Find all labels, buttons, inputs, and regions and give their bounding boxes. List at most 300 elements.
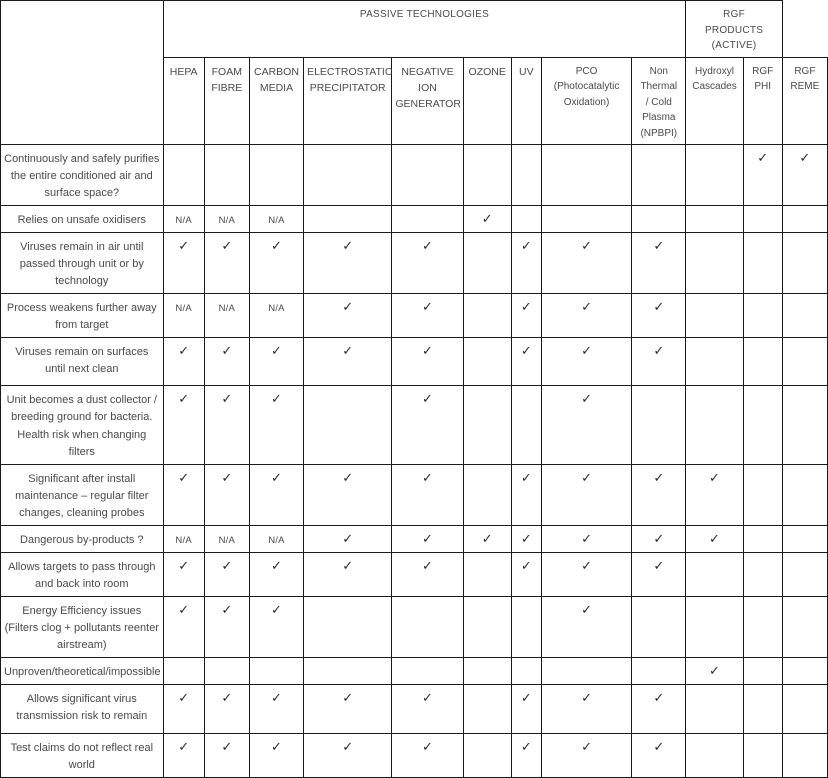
table-header <box>1 1 828 145</box>
cell-hepa <box>163 294 204 338</box>
column-header-pco-line2: (Photocatalytic <box>553 81 620 92</box>
check-icon: ✓ <box>422 391 433 407</box>
check-icon: ✓ <box>342 739 354 755</box>
cell-ntp <box>632 294 686 338</box>
cell-phi <box>743 206 782 233</box>
cell-pco <box>541 145 631 206</box>
group-header-row <box>1 1 828 58</box>
cell-uv <box>511 145 541 206</box>
column-header-carbon-line2: MEDIA <box>259 81 294 94</box>
column-header-pco-line3: Oxidation) <box>563 96 610 108</box>
check-icon: ✓ <box>342 530 354 546</box>
group-header-rgf-line3: (ACTIVE) <box>711 40 757 51</box>
cell-reme <box>782 525 827 552</box>
cell-elec <box>304 386 392 464</box>
cell-foam <box>204 685 249 734</box>
group-header-rgf-products <box>686 1 782 58</box>
cell-carbon <box>249 734 303 778</box>
column-header-negion-line3: GENERATOR <box>395 98 461 111</box>
check-icon: ✓ <box>581 299 592 315</box>
cell-ozone <box>463 386 511 464</box>
cell-uv <box>511 552 541 596</box>
cell-reme <box>782 685 827 734</box>
cell-negion <box>392 525 463 552</box>
cell-elec <box>304 294 392 338</box>
row-label: Allows targets to pass through and back into room <box>1 552 164 596</box>
cell-reme <box>782 294 827 338</box>
cell-hepa <box>163 233 204 294</box>
cell-ntp <box>632 596 686 657</box>
check-icon: ✓ <box>481 211 493 227</box>
cell-carbon <box>249 685 303 734</box>
cell-pco <box>541 294 631 338</box>
cell-carbon <box>249 233 303 294</box>
not-applicable-label: N/A <box>218 215 236 227</box>
not-applicable-label: N/A <box>268 534 285 546</box>
check-icon: ✓ <box>342 690 354 706</box>
cell-hepa <box>163 525 204 552</box>
cell-ozone <box>463 685 511 734</box>
check-icon: ✓ <box>271 469 282 485</box>
cell-elec <box>304 233 392 294</box>
check-icon: ✓ <box>709 469 720 485</box>
cell-foam <box>204 338 249 386</box>
cell-ntp <box>632 233 686 294</box>
cell-hydro <box>686 206 743 233</box>
cell-reme <box>782 338 827 386</box>
row-label: Unit becomes a dust collector / breeding ground for bacteria. Health risk when changing filters <box>1 386 164 464</box>
cell-uv <box>511 596 541 657</box>
cell-reme <box>782 233 827 294</box>
cell-phi <box>743 685 782 734</box>
cell-reme <box>782 206 827 233</box>
check-icon: ✓ <box>178 601 190 617</box>
check-icon: ✓ <box>221 391 233 407</box>
check-icon: ✓ <box>653 299 665 315</box>
cell-uv <box>511 685 541 734</box>
column-header-pco <box>541 57 631 145</box>
cell-pco <box>541 658 631 685</box>
cell-carbon <box>249 338 303 386</box>
column-header-ozone <box>463 57 511 145</box>
table-row <box>1 294 828 338</box>
cell-phi <box>743 734 782 778</box>
table-row <box>1 552 828 596</box>
check-icon: ✓ <box>581 238 592 254</box>
check-icon: ✓ <box>520 238 532 254</box>
cell-ntp <box>632 552 686 596</box>
cell-hepa <box>163 596 204 657</box>
cell-carbon <box>249 145 303 206</box>
column-header-carbon-media <box>249 57 303 145</box>
cell-hydro <box>686 294 743 338</box>
cell-pco <box>541 734 631 778</box>
cell-ntp <box>632 386 686 464</box>
cell-ozone <box>463 338 511 386</box>
cell-ntp <box>632 145 686 206</box>
cell-ozone <box>463 734 511 778</box>
column-header-ntp-line1: Non <box>649 65 668 77</box>
check-icon: ✓ <box>178 739 190 755</box>
cell-foam <box>204 658 249 685</box>
check-icon: ✓ <box>581 739 592 755</box>
check-icon: ✓ <box>581 557 592 573</box>
cell-phi <box>743 525 782 552</box>
cell-uv <box>511 294 541 338</box>
check-icon: ✓ <box>178 238 190 254</box>
cell-hydro <box>686 552 743 596</box>
cell-negion <box>392 464 463 525</box>
check-icon: ✓ <box>581 601 592 617</box>
cell-carbon <box>249 464 303 525</box>
cell-phi <box>743 552 782 596</box>
check-icon: ✓ <box>271 557 282 573</box>
check-icon: ✓ <box>653 739 665 755</box>
check-icon: ✓ <box>342 469 354 485</box>
cell-negion <box>392 338 463 386</box>
check-icon: ✓ <box>178 343 190 359</box>
check-icon: ✓ <box>422 530 433 546</box>
cell-carbon <box>249 596 303 657</box>
column-header-ntp-line5: (NPBPI) <box>640 127 678 139</box>
row-label: Unproven/theoretical/impossible <box>1 658 164 685</box>
cell-reme <box>782 552 827 596</box>
table-row <box>1 338 828 386</box>
cell-phi <box>743 596 782 657</box>
cell-foam <box>204 464 249 525</box>
cell-uv <box>511 734 541 778</box>
cell-elec <box>304 658 392 685</box>
not-applicable-label: N/A <box>175 534 192 546</box>
check-icon: ✓ <box>709 530 720 546</box>
check-icon: ✓ <box>653 557 665 573</box>
cell-hepa <box>163 552 204 596</box>
column-header-reme-line2: REME <box>790 81 820 92</box>
cell-reme <box>782 596 827 657</box>
cell-hydro <box>686 145 743 206</box>
not-applicable-label: N/A <box>218 534 236 546</box>
column-header-ntp-line2: Thermal <box>640 81 678 92</box>
not-applicable-label: N/A <box>175 303 192 315</box>
cell-elec <box>304 206 392 233</box>
cell-negion <box>392 145 463 206</box>
cell-reme <box>782 145 827 206</box>
column-header-phi-line2: PHI <box>754 81 771 92</box>
check-icon: ✓ <box>342 557 354 573</box>
check-icon: ✓ <box>271 739 282 755</box>
cell-hepa <box>163 206 204 233</box>
cell-elec <box>304 734 392 778</box>
cell-carbon <box>249 552 303 596</box>
column-header-reme-line1: RGF <box>794 65 816 77</box>
column-header-hydroxyl-cascades <box>686 57 743 145</box>
cell-ozone <box>463 464 511 525</box>
cell-foam <box>204 552 249 596</box>
cell-carbon <box>249 658 303 685</box>
check-icon: ✓ <box>520 530 532 546</box>
cell-ntp <box>632 658 686 685</box>
cell-foam <box>204 294 249 338</box>
column-header-foam-line1: FOAM <box>211 65 242 78</box>
cell-ozone <box>463 525 511 552</box>
cell-pco <box>541 464 631 525</box>
row-label: Significant after install maintenance – regular filter changes, cleaning probes <box>1 464 164 525</box>
cell-elec <box>304 338 392 386</box>
check-icon: ✓ <box>581 343 592 359</box>
cell-hydro <box>686 338 743 386</box>
check-icon: ✓ <box>221 690 233 706</box>
column-header-negative-ion-generator <box>392 57 463 145</box>
table-row <box>1 206 828 233</box>
table-row <box>1 464 828 525</box>
cell-hydro <box>686 658 743 685</box>
check-icon: ✓ <box>653 343 665 359</box>
cell-phi <box>743 233 782 294</box>
check-icon: ✓ <box>481 530 493 546</box>
row-label: Energy Efficiency issues (Filters clog + pollutants reenter airstream) <box>1 596 164 657</box>
cell-reme <box>782 464 827 525</box>
cell-hepa <box>163 386 204 464</box>
cell-foam <box>204 206 249 233</box>
corner-blank-cell <box>1 1 164 145</box>
check-icon: ✓ <box>221 469 233 485</box>
table-row <box>1 685 828 734</box>
check-icon: ✓ <box>422 299 433 315</box>
check-icon: ✓ <box>520 469 532 485</box>
not-applicable-label: N/A <box>268 215 285 227</box>
cell-ozone <box>463 552 511 596</box>
check-icon: ✓ <box>342 343 354 359</box>
check-icon: ✓ <box>221 601 233 617</box>
cell-uv <box>511 233 541 294</box>
check-icon: ✓ <box>581 391 592 407</box>
column-header-ntp-line4: Plasma <box>642 112 676 123</box>
check-icon: ✓ <box>520 739 532 755</box>
cell-foam <box>204 386 249 464</box>
table-row <box>1 386 828 464</box>
column-header-uv <box>511 57 541 145</box>
column-header-ntp-line3: / Cold <box>645 96 672 108</box>
cell-pco <box>541 206 631 233</box>
cell-hepa <box>163 464 204 525</box>
cell-phi <box>743 338 782 386</box>
cell-pco <box>541 338 631 386</box>
check-icon: ✓ <box>653 530 665 546</box>
check-icon: ✓ <box>653 238 665 254</box>
cell-phi <box>743 386 782 464</box>
column-header-elec-line2: PRECIPITATOR <box>309 81 386 94</box>
check-icon: ✓ <box>221 739 233 755</box>
column-header-negion-line1: NEGATIVE <box>401 65 454 78</box>
column-header-electrostatic-precipitator <box>304 57 392 145</box>
cell-ntp <box>632 685 686 734</box>
check-icon: ✓ <box>178 557 190 573</box>
cell-ozone <box>463 206 511 233</box>
cell-carbon <box>249 294 303 338</box>
cell-pco <box>541 233 631 294</box>
cell-hydro <box>686 464 743 525</box>
group-header-rgf-line2: PRODUCTS <box>705 24 764 36</box>
column-header-uv-label: UV <box>519 65 534 78</box>
cell-pco <box>541 552 631 596</box>
row-label: Process weakens further away from target <box>1 294 164 338</box>
cell-negion <box>392 685 463 734</box>
cell-uv <box>511 338 541 386</box>
check-icon: ✓ <box>271 690 282 706</box>
cell-foam <box>204 233 249 294</box>
check-icon: ✓ <box>342 238 354 254</box>
row-label: Test claims do not reflect real world <box>1 734 164 778</box>
cell-negion <box>392 596 463 657</box>
check-icon: ✓ <box>178 469 190 485</box>
check-icon: ✓ <box>581 530 592 546</box>
cell-hepa <box>163 658 204 685</box>
cell-phi <box>743 145 782 206</box>
column-header-non-thermal-cold-plasma <box>632 57 686 145</box>
check-icon: ✓ <box>221 238 233 254</box>
check-icon: ✓ <box>520 557 532 573</box>
column-header-hydro-line2: Cascades <box>692 81 737 92</box>
check-icon: ✓ <box>422 469 433 485</box>
column-header-foam-fibre <box>204 57 249 145</box>
check-icon: ✓ <box>271 601 282 617</box>
check-icon: ✓ <box>422 343 433 359</box>
check-icon: ✓ <box>178 690 190 706</box>
cell-negion <box>392 233 463 294</box>
cell-ozone <box>463 145 511 206</box>
cell-carbon <box>249 525 303 552</box>
table-row <box>1 525 828 552</box>
not-applicable-label: N/A <box>218 303 236 315</box>
row-label: Dangerous by-products ? <box>1 525 164 552</box>
table-row <box>1 734 828 778</box>
cell-pco <box>541 596 631 657</box>
column-header-phi-line1: RGF <box>752 65 774 77</box>
column-header-pco-line1: PCO <box>575 65 598 77</box>
check-icon: ✓ <box>757 150 769 165</box>
cell-hydro <box>686 386 743 464</box>
check-icon: ✓ <box>221 343 233 359</box>
cell-uv <box>511 386 541 464</box>
check-icon: ✓ <box>271 391 282 407</box>
table-row <box>1 658 828 685</box>
column-header-hepa <box>163 57 204 145</box>
check-icon: ✓ <box>422 238 433 254</box>
check-icon: ✓ <box>342 299 354 315</box>
cell-ntp <box>632 734 686 778</box>
cell-uv <box>511 464 541 525</box>
cell-negion <box>392 734 463 778</box>
cell-ozone <box>463 596 511 657</box>
cell-hepa <box>163 338 204 386</box>
check-icon: ✓ <box>581 690 592 706</box>
cell-pco <box>541 685 631 734</box>
column-header-hepa-label: HEPA <box>169 65 198 78</box>
group-header-rgf-line1: RGF <box>723 9 745 20</box>
cell-ntp <box>632 338 686 386</box>
row-label: Viruses remain in air until passed through unit or by technology <box>1 233 164 294</box>
cell-hepa <box>163 734 204 778</box>
cell-foam <box>204 525 249 552</box>
row-label: Continuously and safely purifies the entire conditioned air and surface space? <box>1 145 164 206</box>
cell-uv <box>511 525 541 552</box>
check-icon: ✓ <box>520 690 532 706</box>
check-icon: ✓ <box>520 343 532 359</box>
cell-foam <box>204 596 249 657</box>
check-icon: ✓ <box>422 690 433 706</box>
cell-hepa <box>163 145 204 206</box>
cell-hydro <box>686 734 743 778</box>
column-header-ozone-label: OZONE <box>468 65 506 78</box>
cell-ntp <box>632 206 686 233</box>
column-header-rgf-reme <box>782 57 827 145</box>
cell-hydro <box>686 596 743 657</box>
cell-pco <box>541 525 631 552</box>
not-applicable-label: N/A <box>268 303 285 315</box>
cell-hydro <box>686 233 743 294</box>
cell-elec <box>304 464 392 525</box>
column-header-hydro-line1: Hydroxyl <box>695 65 734 77</box>
cell-reme <box>782 734 827 778</box>
column-header-rgf-phi <box>743 57 782 145</box>
not-applicable-label: N/A <box>175 215 192 227</box>
check-icon: ✓ <box>271 343 282 359</box>
row-label: Viruses remain on surfaces until next clean <box>1 338 164 386</box>
group-header-passive-technologies: PASSIVE TECHNOLOGIES <box>163 1 686 58</box>
check-icon: ✓ <box>422 557 433 573</box>
cell-uv <box>511 658 541 685</box>
cell-pco <box>541 386 631 464</box>
check-icon: ✓ <box>581 469 592 485</box>
check-icon: ✓ <box>221 557 233 573</box>
cell-negion <box>392 294 463 338</box>
cell-elec <box>304 552 392 596</box>
cell-ozone <box>463 658 511 685</box>
cell-reme <box>782 658 827 685</box>
check-icon: ✓ <box>271 238 282 254</box>
cell-hepa <box>163 685 204 734</box>
row-label: Relies on unsafe oxidisers <box>1 206 164 233</box>
cell-ozone <box>463 233 511 294</box>
cell-foam <box>204 734 249 778</box>
row-label: Allows significant virus transmission risk to remain <box>1 685 164 734</box>
table-row <box>1 145 828 206</box>
check-icon: ✓ <box>653 469 665 485</box>
cell-elec <box>304 596 392 657</box>
check-icon: ✓ <box>422 739 433 755</box>
column-header-elec-line1: ELECTROSTATIC <box>307 65 393 78</box>
cell-carbon <box>249 386 303 464</box>
cell-phi <box>743 294 782 338</box>
column-header-carbon-line1: CARBON <box>254 65 299 78</box>
cell-elec <box>304 685 392 734</box>
cell-ntp <box>632 525 686 552</box>
cell-hydro <box>686 685 743 734</box>
cell-negion <box>392 552 463 596</box>
cell-elec <box>304 145 392 206</box>
check-icon: ✓ <box>520 299 532 315</box>
cell-negion <box>392 386 463 464</box>
cell-negion <box>392 206 463 233</box>
cell-elec <box>304 525 392 552</box>
column-header-foam-line2: FIBRE <box>211 81 243 94</box>
check-icon: ✓ <box>709 663 720 679</box>
cell-carbon <box>249 206 303 233</box>
table-row <box>1 596 828 657</box>
cell-uv <box>511 206 541 233</box>
table-body <box>1 145 828 778</box>
cell-negion <box>392 658 463 685</box>
